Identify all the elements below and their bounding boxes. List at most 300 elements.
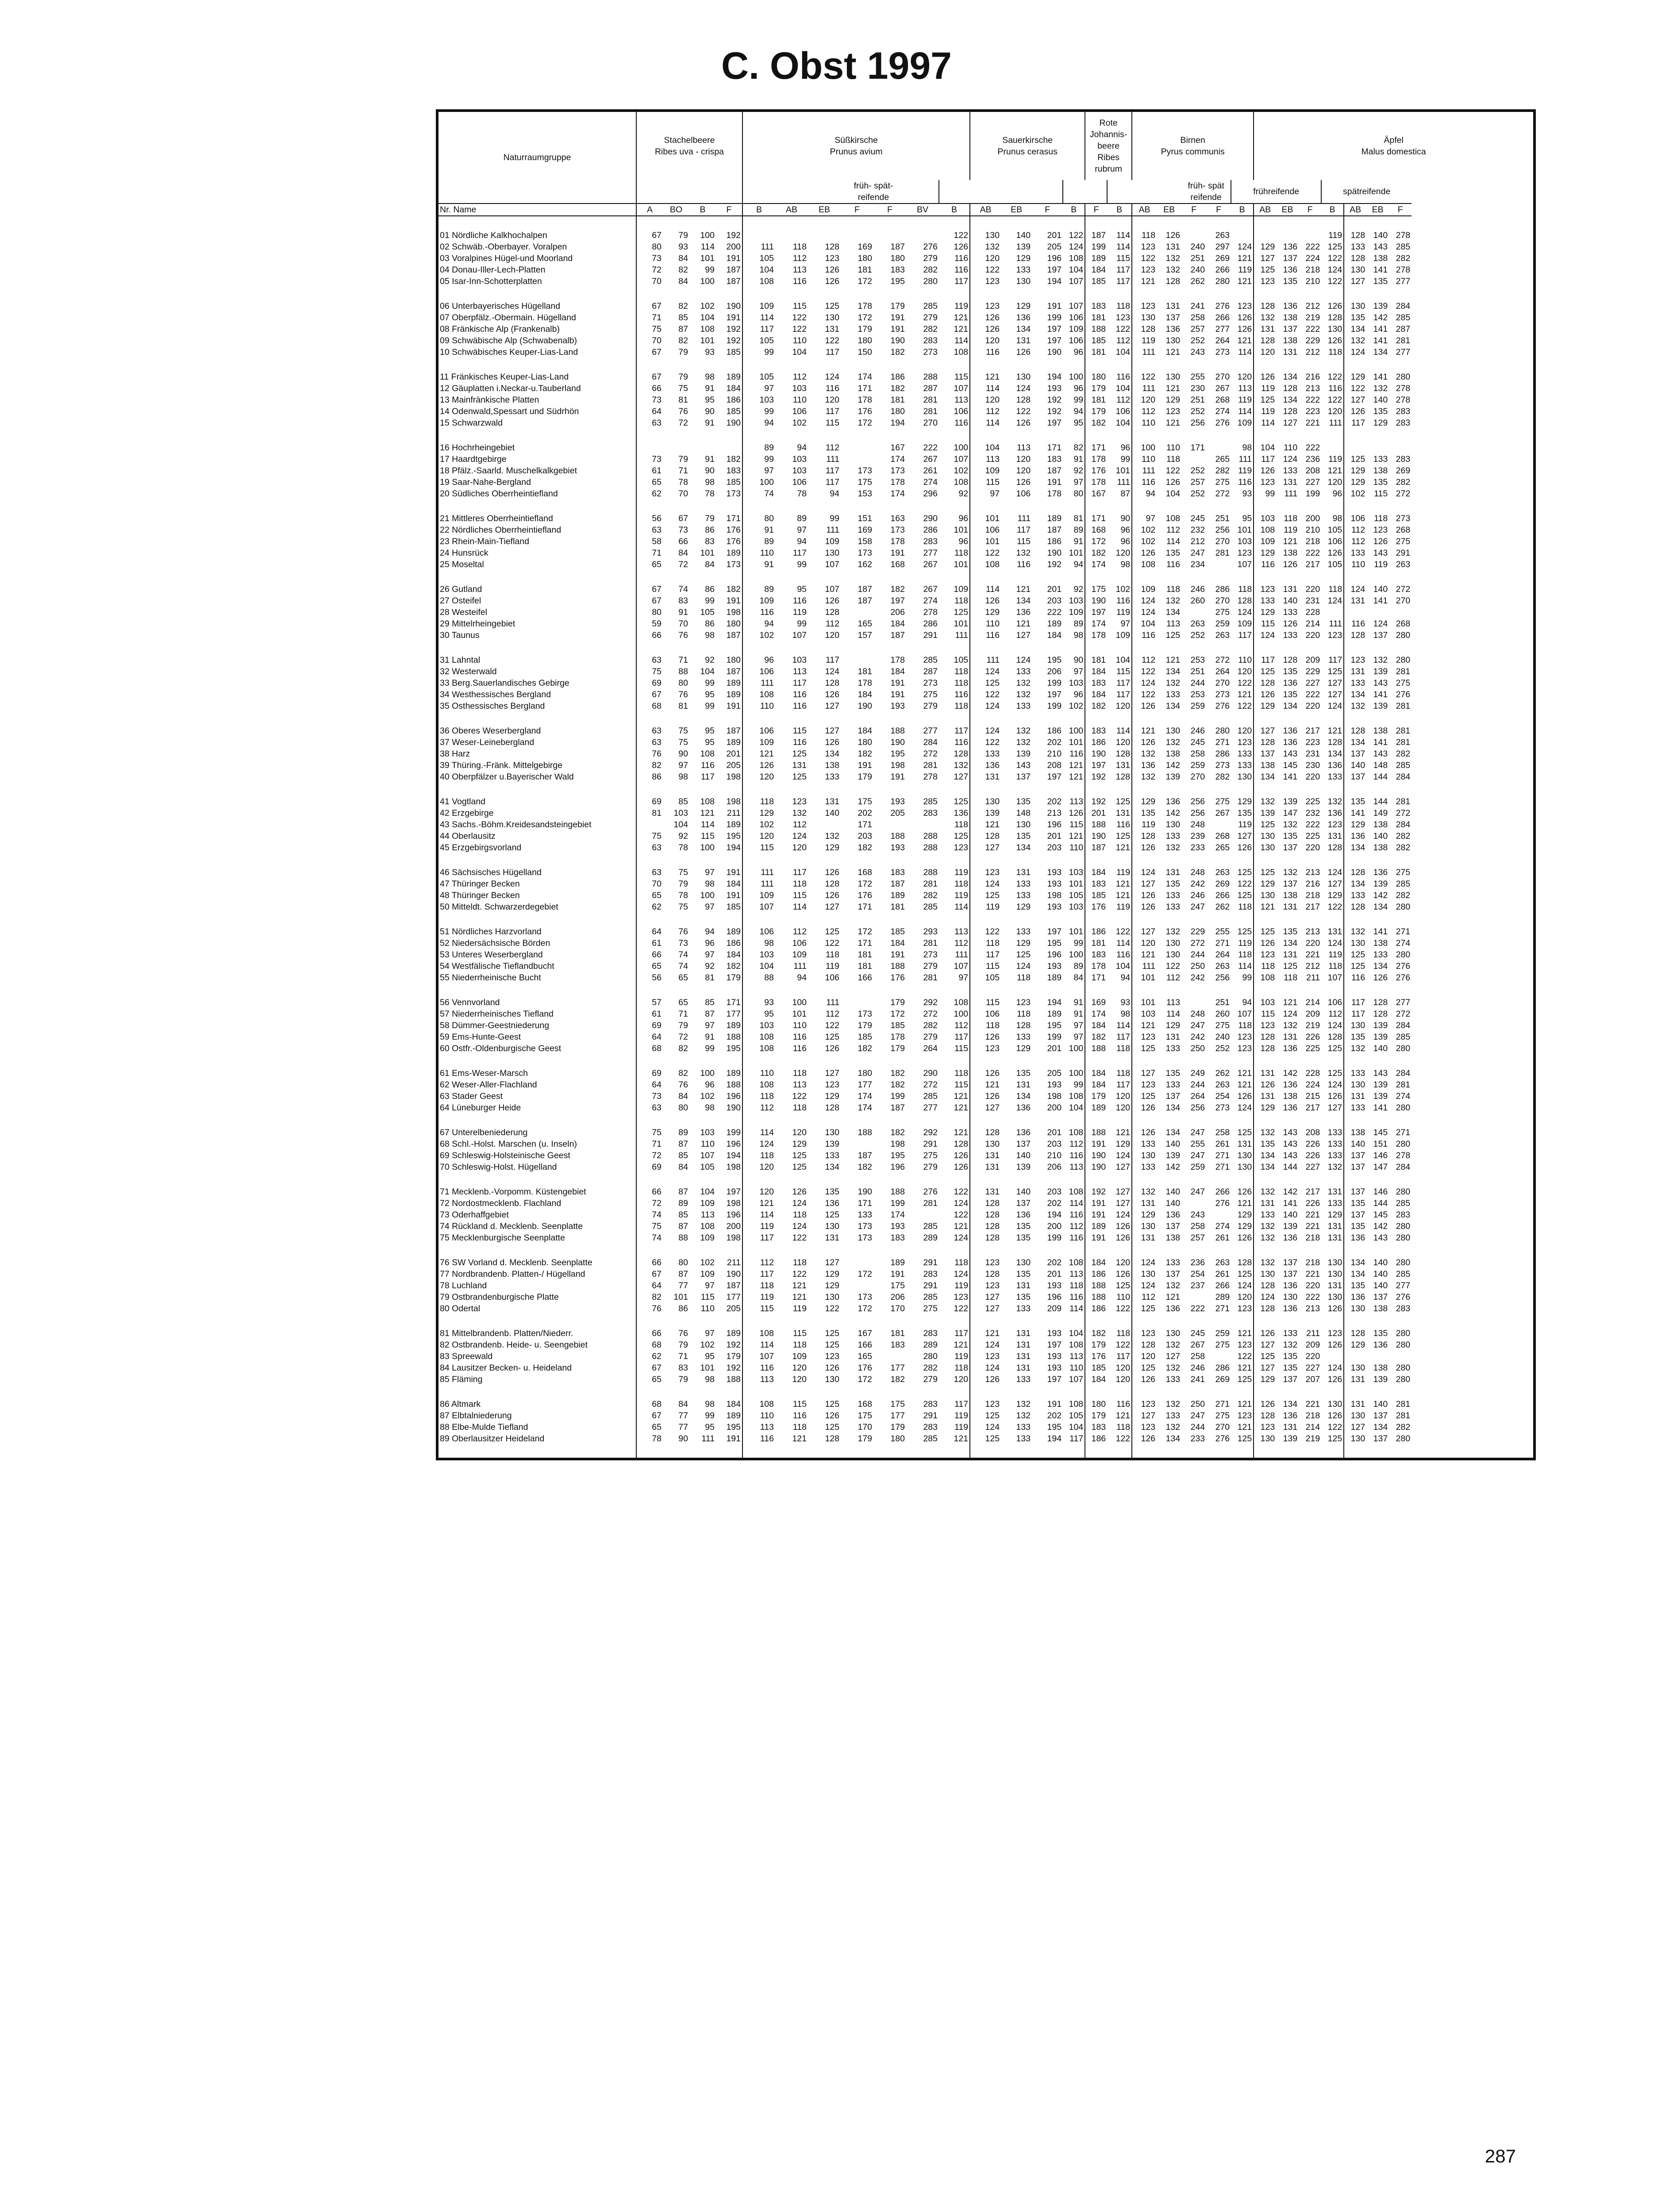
table-cell: 173 <box>858 1292 872 1302</box>
table-cell <box>841 997 873 1008</box>
table-cell: 128 <box>970 1221 1001 1232</box>
table-cell: 114 <box>970 417 1001 429</box>
table-cell: 293 <box>923 927 938 937</box>
table-cell: 267 <box>923 584 938 594</box>
table-row <box>437 807 1535 819</box>
table-cell: 117 <box>1017 525 1031 535</box>
table-cell: 76 <box>678 1080 688 1090</box>
table-cell: 128 <box>1344 253 1366 264</box>
table-cell: 120 <box>1237 726 1252 736</box>
table-cell: 118 <box>1284 973 1298 983</box>
table-cell: 130 <box>1165 726 1181 736</box>
table-cell: 134 <box>1283 1399 1298 1409</box>
table-row <box>437 926 1535 937</box>
table-cell: 135 <box>1016 1068 1031 1078</box>
table-cell: 132 <box>825 831 839 841</box>
table-cell: 117 <box>1254 654 1276 666</box>
table-cell: 172 <box>858 418 872 428</box>
table-cell: 139 <box>825 1139 839 1149</box>
table-cell: 130 <box>1254 890 1276 901</box>
table-cell: 116 <box>1069 749 1084 759</box>
table-cell: 119 <box>954 868 969 877</box>
table-cell: 83 <box>678 1363 688 1373</box>
table-cell: 121 <box>1069 760 1084 770</box>
table-cell: 128 <box>954 1139 969 1149</box>
table-cell: 216 <box>1305 879 1320 889</box>
table-cell: 130 <box>1016 276 1031 286</box>
table-cell: 111 <box>1132 346 1157 358</box>
table-cell: 136 <box>1283 1411 1298 1421</box>
table-cell: 112 <box>1069 1139 1084 1149</box>
table-cell: 136 <box>1283 301 1298 311</box>
table-cell: 95 <box>797 584 807 594</box>
table-cell: 122 <box>954 1187 969 1197</box>
table-cell: 131 <box>1115 808 1131 818</box>
table-cell: 133 <box>1165 891 1181 900</box>
table-cell: 136 <box>1016 1128 1031 1137</box>
table-cell: 119 <box>1238 938 1252 948</box>
table-cell: 108 <box>742 1043 775 1054</box>
table-cell: 189 <box>726 1329 741 1338</box>
table-cell: 141 <box>1373 596 1388 606</box>
table-cell: 99 <box>705 265 715 275</box>
table-cell: 287 <box>923 667 938 676</box>
table-cell: 205 <box>1047 1068 1062 1078</box>
table-cell: 181 <box>890 902 905 912</box>
table-cell: 128 <box>954 749 969 759</box>
table-cell: 128 <box>1344 725 1366 737</box>
table-cell: 122 <box>825 336 839 346</box>
table-cell: 141 <box>1373 737 1388 747</box>
table-cell: 122 <box>970 264 1001 276</box>
table-cell: 78 <box>705 489 715 499</box>
table-cell: 280 <box>1396 1221 1411 1231</box>
table-cell: 138 <box>1373 466 1388 476</box>
table-cell: 170 <box>890 1304 905 1313</box>
table-cell: 114 <box>792 902 807 912</box>
table-cell: 196 <box>1047 253 1062 263</box>
table-cell: 132 <box>1344 926 1366 937</box>
table-cell: 110 <box>742 700 775 712</box>
table-cell: 224 <box>1305 253 1320 263</box>
table-cell: 76 <box>678 630 688 640</box>
region-name: 55 Niederrheinische Bucht <box>440 973 541 983</box>
table-row <box>437 607 1535 618</box>
table-cell: 191 <box>726 596 741 606</box>
table-cell: 226 <box>1305 1151 1320 1160</box>
table-cell: 186 <box>1085 1303 1107 1314</box>
table-cell: 120 <box>1115 737 1131 747</box>
table-cell: 131 <box>1165 1032 1181 1042</box>
table-cell: 182 <box>1085 547 1107 559</box>
region-name: 20 Südliches Oberrheintiefland <box>440 489 558 499</box>
table-cell: 170 <box>858 1422 872 1432</box>
table-cell: 285 <box>923 797 938 806</box>
table-cell: 183 <box>890 868 905 877</box>
table-cell: 168 <box>858 868 872 877</box>
table-cell: 129 <box>1016 902 1031 912</box>
table-cell: 280 <box>1396 950 1411 960</box>
table-cell: 140 <box>1373 1269 1388 1279</box>
table-cell: 282 <box>1396 477 1411 487</box>
table-cell: 241 <box>1190 301 1205 311</box>
table-cell: 125 <box>1254 926 1276 937</box>
table-cell: 116 <box>1132 630 1157 641</box>
table-cell: 187 <box>1085 842 1107 853</box>
table-cell: 132 <box>1165 1281 1181 1290</box>
header-naturraum: Naturraumgruppe <box>503 153 571 162</box>
table-cell: 259 <box>1190 701 1205 711</box>
table-cell: 142 <box>1165 808 1181 818</box>
table-cell: 121 <box>970 1328 1001 1339</box>
table-row <box>437 760 1535 771</box>
table-cell: 122 <box>1115 324 1131 334</box>
table-cell: 190 <box>890 336 905 346</box>
table-cell: 256 <box>1190 418 1205 428</box>
table-cell: 135 <box>1165 548 1181 558</box>
table-cell: 284 <box>1396 1068 1411 1078</box>
table-cell: 197 <box>1047 1340 1062 1350</box>
table-cell: 130 <box>1327 324 1342 334</box>
table-cell: 140 <box>1283 1210 1298 1220</box>
table-cell: 134 <box>1373 1422 1388 1432</box>
table-cell: 128 <box>1344 867 1366 878</box>
table-cell: 198 <box>726 1162 741 1172</box>
table-cell: 281 <box>923 1198 938 1208</box>
table-cell: 71 <box>636 1138 663 1150</box>
region-name: 46 Sächsisches Hügelland <box>440 868 542 877</box>
table-cell: 191 <box>1085 1198 1107 1209</box>
table-cell: 128 <box>970 1127 1001 1138</box>
table-cell: 115 <box>954 372 969 382</box>
table-cell: 117 <box>1116 1352 1131 1361</box>
table-cell: 186 <box>1085 1268 1107 1280</box>
table-cell: 134 <box>1165 701 1181 711</box>
table-cell: 175 <box>890 1281 905 1290</box>
table-cell: 220 <box>1305 843 1320 853</box>
table-cell: 104 <box>1165 489 1181 499</box>
table-cell: 125 <box>1132 1091 1157 1102</box>
table-cell: 136 <box>1016 607 1031 617</box>
table-cell: 284 <box>1396 820 1411 830</box>
table-cell: 137 <box>1165 1091 1181 1101</box>
table-cell: 106 <box>1344 513 1366 524</box>
table-cell: 185 <box>1085 276 1107 287</box>
table-cell: 125 <box>825 1340 839 1350</box>
table-cell: 186 <box>1047 537 1062 546</box>
table-cell: 112 <box>825 443 839 453</box>
table-cell: 178 <box>1085 630 1107 641</box>
table-cell: 87 <box>678 1139 688 1149</box>
table-cell: 103 <box>1069 596 1084 606</box>
table-cell: 133 <box>1016 1434 1031 1444</box>
table-cell: 174 <box>890 489 905 499</box>
table-cell: 182 <box>890 1080 905 1090</box>
table-cell: 219 <box>1305 313 1320 323</box>
table-cell: 145 <box>1373 1210 1388 1220</box>
table-cell: 198 <box>726 1198 741 1208</box>
table-cell: 189 <box>1085 1221 1107 1232</box>
table-cell: 103 <box>1237 537 1252 546</box>
table-cell: 130 <box>1165 820 1181 830</box>
table-cell: 119 <box>1238 395 1252 405</box>
table-cell: 272 <box>1396 808 1411 818</box>
column-header-13: EB <box>1001 204 1032 216</box>
column-header-5: B <box>742 204 775 216</box>
table-cell: 172 <box>858 276 872 286</box>
table-cell: 137 <box>1344 748 1366 760</box>
table-cell: 194 <box>1047 276 1062 286</box>
table-cell: 197 <box>1047 336 1062 346</box>
table-cell: 174 <box>858 1091 872 1101</box>
table-cell: 241 <box>1190 1375 1205 1384</box>
table-cell: 184 <box>1085 1020 1107 1031</box>
table-cell: 98 <box>705 372 715 382</box>
table-cell: 79 <box>705 514 715 523</box>
table-cell: 272 <box>1396 584 1411 594</box>
column-header-18: AB <box>1132 204 1157 216</box>
table-cell: 130 <box>1165 938 1181 948</box>
table-cell: 101 <box>700 1363 715 1373</box>
table-cell: 285 <box>1396 1269 1411 1279</box>
table-cell: 280 <box>1396 1329 1411 1338</box>
table-cell: 125 <box>1115 831 1131 841</box>
table-cell: 114 <box>742 1127 775 1138</box>
column-header-10: BV <box>906 204 939 216</box>
table-row <box>437 796 1535 807</box>
table-cell: 106 <box>954 407 969 416</box>
table-cell: 136 <box>1283 1103 1298 1113</box>
table-cell: 110 <box>970 618 1001 630</box>
table-cell: 266 <box>1215 265 1230 275</box>
table-cell: 282 <box>923 1021 938 1030</box>
table-cell: 119 <box>1374 560 1388 569</box>
table-cell: 87 <box>678 1221 688 1231</box>
table-cell: 179 <box>890 1422 905 1432</box>
table-cell: 131 <box>1016 336 1031 346</box>
region-name: 05 Isar-Inn-Schotterplatten <box>440 276 542 286</box>
table-cell: 203 <box>1047 1139 1062 1149</box>
table-cell: 132 <box>970 241 1001 253</box>
table-cell: 136 <box>825 1198 839 1208</box>
table-cell: 261 <box>923 466 938 476</box>
table-cell: 176 <box>1085 901 1107 913</box>
table-cell: 115 <box>970 960 1001 972</box>
table-cell: 232 <box>1190 525 1205 535</box>
table-cell: 91 <box>705 384 715 393</box>
table-cell: 182 <box>858 749 872 759</box>
table-cell: 107 <box>792 630 807 640</box>
table-cell: 122 <box>1132 371 1157 383</box>
table-row <box>437 312 1535 323</box>
table-cell: 107 <box>1327 973 1342 983</box>
column-header-26: B <box>1321 204 1344 216</box>
table-cell: 56 <box>636 972 663 983</box>
table-cell: 112 <box>1069 1221 1084 1231</box>
table-cell: 274 <box>1396 938 1411 948</box>
table-cell: 111 <box>742 241 775 253</box>
table-cell: 118 <box>1017 973 1031 983</box>
table-cell: 183 <box>1085 677 1107 689</box>
table-cell: 126 <box>970 1068 1001 1079</box>
table-cell: 115 <box>970 476 1001 488</box>
table-cell: 138 <box>1283 891 1298 900</box>
table-cell: 90 <box>1073 655 1084 665</box>
table-cell: 125 <box>825 927 839 937</box>
table-cell: 118 <box>792 879 807 889</box>
table-cell: 73 <box>636 453 663 465</box>
region-name: 10 Schwäbisches Keuper-Lias-Land <box>440 347 578 357</box>
region-name: 83 Spreewald <box>440 1352 493 1361</box>
table-cell: 114 <box>970 383 1001 394</box>
table-cell: 275 <box>1215 1411 1230 1421</box>
table-cell: 81 <box>678 701 688 711</box>
table-cell: 102 <box>700 301 715 311</box>
table-cell: 124 <box>1327 938 1342 948</box>
table-cell: 195 <box>890 276 905 286</box>
table-cell: 96 <box>705 938 715 948</box>
table-cell: 132 <box>1016 1399 1031 1409</box>
table-cell: 137 <box>1016 1198 1031 1208</box>
table-cell: 283 <box>923 1422 938 1432</box>
table-cell: 283 <box>1396 454 1411 464</box>
table-cell: 197 <box>890 596 905 606</box>
table-cell: 122 <box>1327 276 1342 286</box>
table-cell: 124 <box>1327 701 1342 711</box>
table-cell: 193 <box>1047 961 1062 971</box>
table-cell: 136 <box>954 808 969 818</box>
table-cell: 120 <box>1115 1258 1131 1267</box>
table-cell: 184 <box>1085 1257 1107 1268</box>
table-cell: 272 <box>1396 1009 1411 1019</box>
table-cell: 104 <box>1069 1329 1084 1338</box>
table-cell: 187 <box>890 879 905 889</box>
table-cell: 245 <box>1190 514 1205 523</box>
table-cell: 95 <box>705 395 715 405</box>
table-cell: 101 <box>970 536 1001 547</box>
table-cell: 112 <box>742 1102 775 1114</box>
table-cell: 282 <box>1396 253 1411 263</box>
table-cell: 183 <box>1085 300 1107 312</box>
table-cell: 65 <box>636 559 663 570</box>
table-cell: 113 <box>1017 443 1031 453</box>
table-cell: 121 <box>1115 879 1131 889</box>
table-cell: 126 <box>792 1187 807 1197</box>
table-cell: 136 <box>1344 1232 1366 1244</box>
table-cell <box>1344 442 1366 453</box>
table-cell: 88 <box>678 1233 688 1243</box>
table-cell: 134 <box>1283 372 1298 382</box>
table-cell: 187 <box>858 584 872 594</box>
table-cell: 71 <box>678 466 688 476</box>
table-cell: 91 <box>1073 454 1084 464</box>
table-cell: 109 <box>1237 418 1252 428</box>
table-cell: 116 <box>1116 950 1131 960</box>
table-cell: 123 <box>970 1043 1001 1054</box>
table-cell: 220 <box>1305 772 1320 782</box>
table-cell: 125 <box>1344 949 1366 960</box>
table-cell: 109 <box>1132 584 1157 595</box>
table-cell: 163 <box>890 514 905 523</box>
table-cell: 123 <box>1254 1421 1276 1433</box>
table-cell: 56 <box>636 513 663 524</box>
table-cell: 129 <box>1165 1021 1181 1030</box>
table-cell: 93 <box>742 997 775 1008</box>
table-cell: 113 <box>1238 384 1252 393</box>
table-cell: 67 <box>636 230 663 241</box>
table-cell: 108 <box>1069 1091 1084 1101</box>
table-cell: 197 <box>1085 760 1107 771</box>
table-cell: 147 <box>1283 808 1298 818</box>
table-cell: 128 <box>1254 1303 1276 1314</box>
table-cell: 144 <box>1373 797 1388 806</box>
table-cell: 98 <box>1332 514 1342 523</box>
table-cell: 64 <box>636 1079 663 1091</box>
table-cell: 226 <box>1305 1198 1320 1208</box>
table-cell: 182 <box>726 961 741 971</box>
table-cell: 63 <box>636 842 663 853</box>
table-cell: 125 <box>1327 1044 1342 1053</box>
table-cell: 182 <box>890 384 905 393</box>
table-cell <box>1181 1291 1206 1303</box>
table-cell: 179 <box>890 301 905 311</box>
table-cell: 120 <box>970 253 1001 264</box>
table-cell: 176 <box>726 525 741 535</box>
table-cell: 218 <box>1305 1258 1320 1267</box>
table-cell: 288 <box>923 868 938 877</box>
group-spacer <box>437 1114 1535 1127</box>
table-cell: 71 <box>636 547 663 559</box>
table-cell: 195 <box>890 749 905 759</box>
table-cell: 122 <box>1069 230 1084 240</box>
table-cell: 104 <box>1069 1422 1084 1432</box>
table-cell: 139 <box>1373 1032 1388 1042</box>
table-cell: 122 <box>954 230 969 240</box>
table-cell: 185 <box>858 1032 872 1042</box>
table-cell: 134 <box>1165 667 1181 676</box>
table-cell: 179 <box>1085 383 1107 394</box>
table-row <box>437 1008 1535 1020</box>
column-header-8: F <box>841 204 873 216</box>
table-cell: 120 <box>1016 454 1031 464</box>
table-cell: 131 <box>825 797 839 806</box>
table-cell: 124 <box>1254 1291 1276 1303</box>
table-cell: 221 <box>1305 418 1320 428</box>
table-cell: 286 <box>923 525 938 535</box>
table-cell: 122 <box>1115 1434 1131 1444</box>
region-name: 75 Mecklenburgische Seenplatte <box>440 1233 565 1243</box>
table-cell: 132 <box>792 808 807 818</box>
table-cell: 79 <box>678 1340 688 1350</box>
table-cell: 119 <box>1132 335 1157 346</box>
table-cell: 121 <box>954 1103 969 1113</box>
table-cell: 136 <box>1132 760 1157 771</box>
table-cell: 92 <box>705 655 715 665</box>
column-header-22: B <box>1231 204 1254 216</box>
table-cell: 190 <box>890 737 905 747</box>
table-cell: 191 <box>726 868 741 877</box>
table-cell: 200 <box>1047 1221 1062 1231</box>
table-cell: 178 <box>858 395 872 405</box>
table-cell: 264 <box>1215 336 1230 346</box>
table-cell: 126 <box>1254 937 1276 949</box>
table-cell: 107 <box>954 384 969 393</box>
table-cell: 275 <box>923 690 938 699</box>
table-cell: 277 <box>1396 1281 1411 1290</box>
table-cell: 246 <box>1190 891 1205 900</box>
table-cell <box>775 230 808 241</box>
table-cell: 126 <box>1237 1187 1252 1197</box>
